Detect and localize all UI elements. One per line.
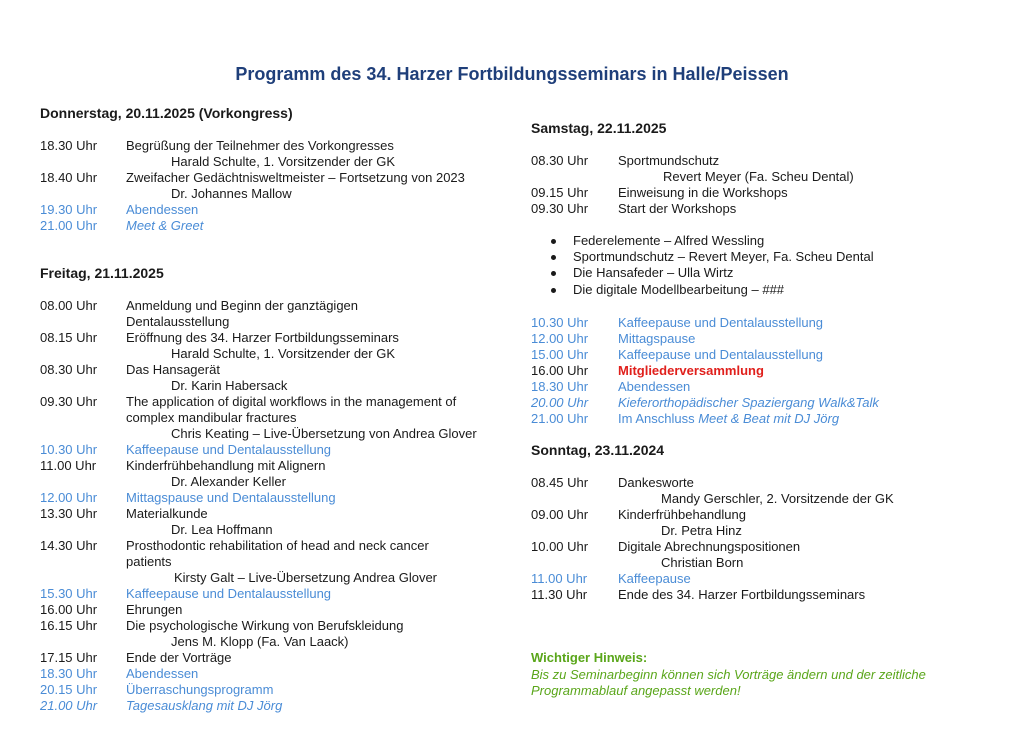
speaker: Kirsty Galt – Live-Übersetzung Andrea Glover [174,570,438,585]
event: Einweisung in die Workshops [618,185,788,200]
event-continued: complex mandibular fractures [126,410,297,425]
time: 08.30 Uhr [40,362,98,377]
time: 08.15 Uhr [40,330,98,345]
time: 14.30 Uhr [40,538,98,553]
bullet-icon [551,288,556,293]
event: Ende des 34. Harzer Fortbildungsseminars [618,587,866,602]
time: 17.15 Uhr [40,650,98,665]
day-heading-sunday: Sonntag, 23.11.2024 [531,442,665,458]
event: Überraschungsprogramm [126,682,274,697]
bullet-icon [551,255,556,260]
event: Mittagspause [618,331,696,346]
event: Kaffeepause und Dentalausstellung [126,586,332,601]
workshop: Die Hansafeder – Ulla Wirtz [573,265,734,280]
speaker: Dr. Lea Hoffmann [171,522,273,537]
event: Ehrungen [126,602,183,617]
workshop: Sportmundschutz – Revert Meyer, Fa. Scheu Dental [573,249,874,264]
event: Begrüßung der Teilnehmer des Vorkongresses [126,138,394,153]
event-highlight: Mitgliederversammlung [618,363,764,378]
page-title: Programm des 34. Harzer Fortbildungsseminars in Halle/Peissen [235,64,789,84]
time: 09.00 Uhr [531,507,589,522]
event: Digitale Abrechnungspositionen [618,539,801,554]
event: Zweifacher Gedächtnisweltmeister – Fortsetzung von 2023 [126,170,465,185]
workshop: Federelemente – Alfred Wessling [573,233,765,248]
time: 12.00 Uhr [531,331,589,346]
day-heading-saturday: Samstag, 22.11.2025 [531,120,667,136]
event: Materialkunde [126,506,208,521]
event: Kaffeepause und Dentalausstellung [618,315,824,330]
event-continued: patients [126,554,172,569]
time: 11.30 Uhr [531,587,588,602]
event: The application of digital workflows in the management of [126,394,457,409]
speaker: Chris Keating – Live-Übersetzung von Andrea Glover [171,426,477,441]
time: 10.00 Uhr [531,539,589,554]
speaker: Jens M. Klopp (Fa. Van Laack) [171,634,349,649]
time: 21.00 Uhr [531,411,589,426]
speaker: Christian Born [661,555,744,570]
event: Dankesworte [618,475,694,490]
notice-text: Bis zu Seminarbeginn können sich Vorträge ändern und der zeitliche Programmablauf angepasst werden! [531,667,926,698]
time: 08.45 Uhr [531,475,589,490]
event: Meet & Greet [126,218,204,233]
time: 09.30 Uhr [531,201,589,216]
time: 10.30 Uhr [531,315,589,330]
speaker: Harald Schulte, 1. Vorsitzender der GK [171,154,396,169]
time: 16.00 Uhr [531,363,589,378]
event-continued: Dentalausstellung [126,314,230,329]
time: 18.30 Uhr [40,138,98,153]
time: 20.15 Uhr [40,682,98,697]
speaker: Revert Meyer (Fa. Scheu Dental) [663,169,854,184]
event-italic: Meet & Beat mit DJ Jörg [698,411,840,426]
event: Die psychologische Wirkung von Berufskleidung [126,618,404,633]
event: Ende der Vorträge [126,650,232,665]
time: 15.30 Uhr [40,586,98,601]
time: 09.30 Uhr [40,394,98,409]
time: 16.15 Uhr [40,618,98,633]
event: Mittagspause und Dentalausstellung [126,490,336,505]
time: 10.30 Uhr [40,442,98,457]
time: 11.00 Uhr [531,571,588,586]
event: Eröffnung des 34. Harzer Fortbildungsseminars [126,330,399,345]
time: 09.15 Uhr [531,185,589,200]
event: Anmeldung und Beginn der ganztägigen [126,298,359,313]
event: Start der Workshops [618,201,737,216]
time: 08.30 Uhr [531,153,589,168]
speaker: Dr. Johannes Mallow [171,186,292,201]
event: Tagesausklang mit DJ Jörg [126,698,283,713]
event: Prosthodontic rehabilitation of head and neck cancer [126,538,429,553]
time: 16.00 Uhr [40,602,98,617]
time: 18.40 Uhr [40,170,98,185]
time: 21.00 Uhr [40,698,98,713]
event: Sportmundschutz [618,153,720,168]
speaker: Mandy Gerschler, 2. Vorsitzende der GK [661,491,894,506]
event: Kaffeepause und Dentalausstellung [126,442,332,457]
speaker: Dr. Karin Habersack [171,378,288,393]
time: 19.30 Uhr [40,202,98,217]
day-heading-friday: Freitag, 21.11.2025 [40,265,164,281]
time: 13.30 Uhr [40,506,98,521]
notice-title: Wichtiger Hinweis: [531,650,648,665]
time: 18.30 Uhr [531,379,589,394]
time: 11.00 Uhr [40,458,97,473]
event [618,411,839,427]
event: Kaffeepause [618,571,691,586]
time: 18.30 Uhr [40,666,98,681]
event: Abendessen [126,666,199,681]
event: Kieferorthopädischer Spaziergang Walk&Talk [618,395,879,410]
bullet-icon [551,271,556,276]
time: 20.00 Uhr [531,395,589,410]
time: 15.00 Uhr [531,347,589,362]
event: Das Hansagerät [126,362,220,377]
time: 21.00 Uhr [40,218,98,233]
bullet-icon [551,239,556,244]
event: Kaffeepause und Dentalausstellung [618,347,824,362]
event: Abendessen [126,202,199,217]
event: Kinderfrühbehandlung mit Alignern [126,458,326,473]
speaker: Dr. Petra Hinz [661,523,742,538]
workshop: Die digitale Modellbearbeitung – ### [573,282,785,297]
time: 08.00 Uhr [40,298,98,313]
time: 12.00 Uhr [40,490,98,505]
day-heading-thursday: Donnerstag, 20.11.2025 (Vorkongress) [40,105,293,121]
event: Kinderfrühbehandlung [618,507,746,522]
event: Abendessen [618,379,691,394]
speaker: Harald Schulte, 1. Vorsitzender der GK [171,346,396,361]
event-prefix: Im Anschluss [618,411,699,426]
speaker: Dr. Alexander Keller [171,474,286,489]
